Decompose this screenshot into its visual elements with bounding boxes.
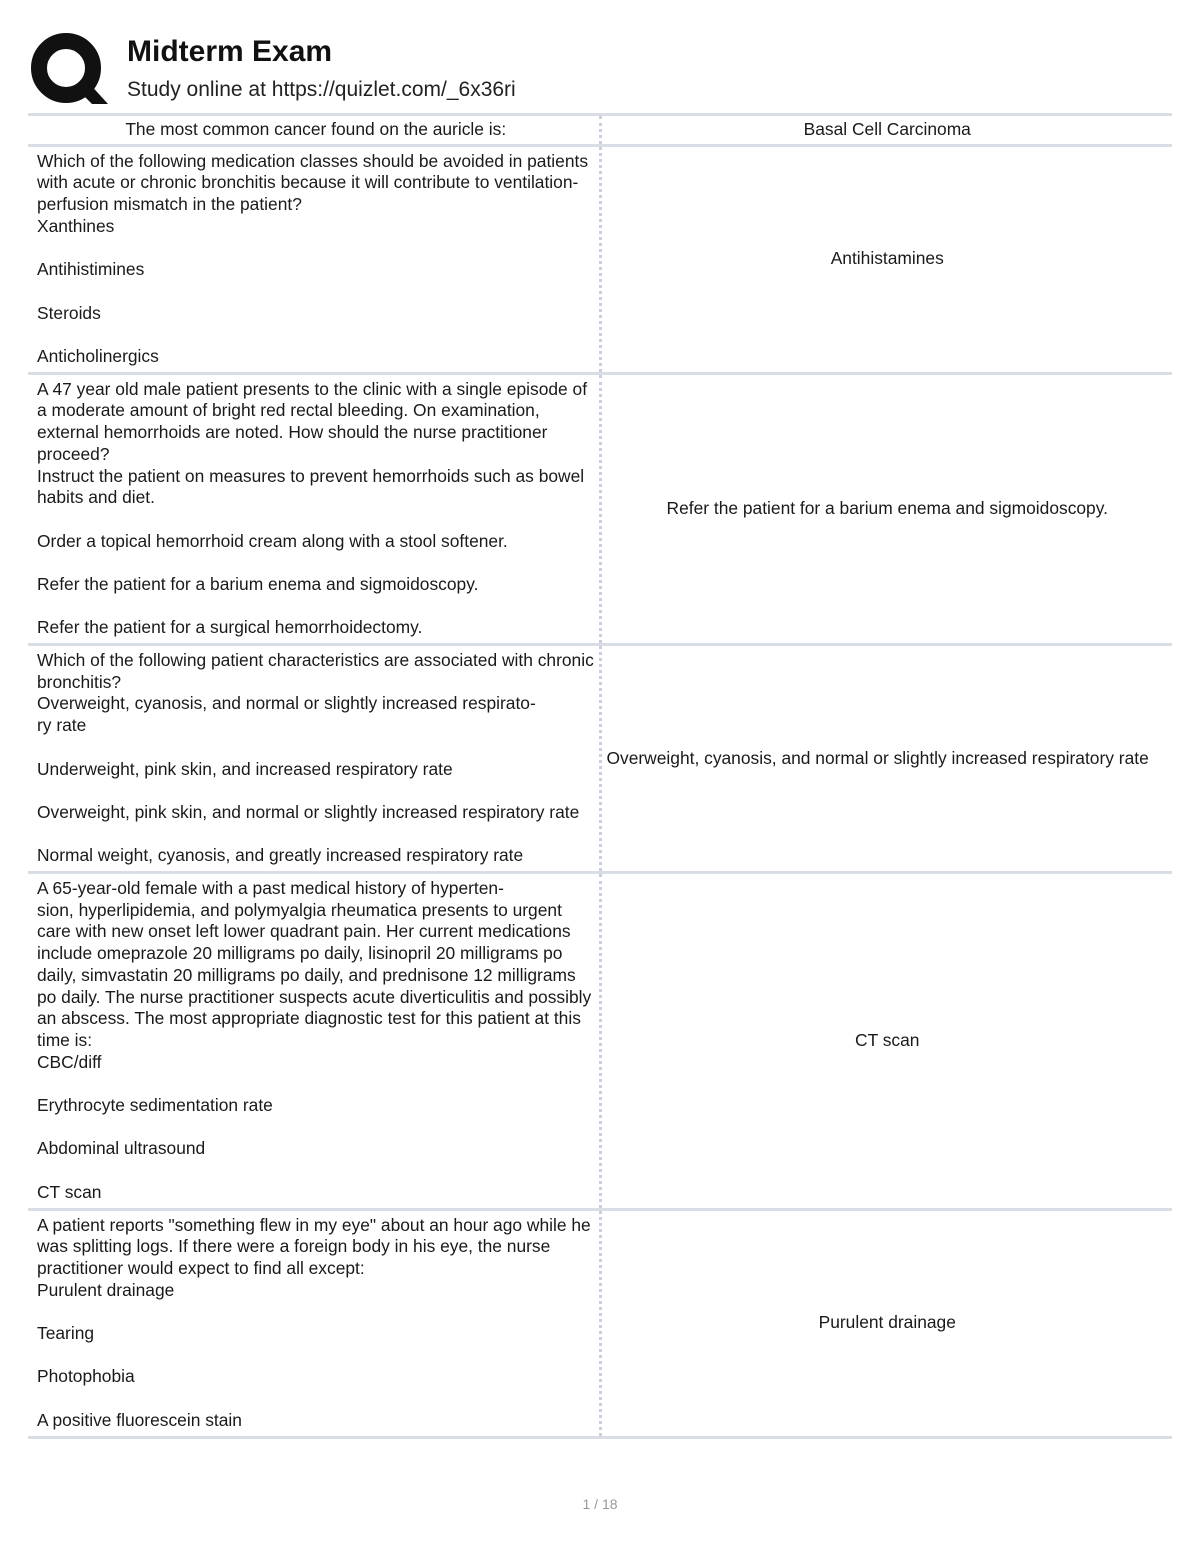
option-item: CT scan [37,1181,102,1202]
answer-text: CT scan [855,1029,920,1050]
option-list [37,1052,595,1204]
table-row [28,645,1172,873]
question-text: A patient reports "something flew in my eye" about an hour ago while he was splitting logs. If there were a foreign body in his eye, the nurse practitioner would expect to find all except: [37,1214,591,1278]
option-item: Normal weight, cyanosis, and greatly increased respiratory rate [37,845,524,866]
option-item: Instruct the patient on measures to prevent hemorrhoids such as bowel habits and diet. [37,465,585,508]
answer-cell [600,645,1172,873]
option-item: Photophobia [37,1366,135,1387]
table-row [28,145,1172,373]
answer-cell [600,1209,1172,1437]
option-item: Overweight, cyanosis, and normal or slightly increased respirato- ry rate [37,693,536,736]
question-cell [28,1209,600,1437]
question-cell [28,115,600,146]
question-text: Which of the following medication classes should be avoided in patients with acute or chronic bronchitis because it will contribute to ventilation-perfusion mismatch in the patient? [37,150,589,215]
option-item: CBC/diff [37,1051,102,1072]
option-item: Erythrocyte sedimentation rate [37,1095,273,1116]
option-item: Antihistimines [37,259,145,280]
answer-cell [600,873,1172,1210]
question-cell [28,873,600,1210]
option-item: Overweight, pink skin, and normal or slightly increased respiratory rate [37,801,580,822]
question-cell [28,373,600,644]
table-row [28,373,1172,644]
question-text: The most common cancer found on the auricle is: [125,119,507,139]
option-list [37,1280,595,1432]
answer-cell [600,145,1172,373]
option-list [37,466,595,640]
answer-cell [600,115,1172,146]
option-item: Refer the patient for a surgical hemorrhoidectomy. [37,617,423,638]
answer-cell [600,373,1172,644]
flashcard-table [28,113,1172,1439]
table-row [28,1209,1172,1437]
answer-text: Basal Cell Carcinoma [803,119,971,139]
question-cell [28,645,600,873]
option-item: Tearing [37,1323,95,1344]
study-online-link[interactable]: Study online at https://quizlet.com/_6x36ri [127,78,516,101]
question-text: Which of the following patient characteristics are associated with chronic bronchitis? [37,650,594,692]
page-title: Midterm Exam [127,35,333,68]
quizlet-logo-icon [30,30,110,110]
option-list [37,693,595,867]
question-cell [28,145,600,373]
option-list [37,216,595,368]
page-number: 1 / 18 [582,1496,618,1512]
option-item: A positive fluorescein stain [37,1409,242,1430]
option-item: Anticholinergics [37,345,159,366]
answer-text: Purulent drainage [818,1312,956,1333]
option-item: Order a topical hemorrhoid cream along with a stool softener. [37,530,508,551]
question-text: A 65-year-old female with a past medical history of hyperten- sion, hyperlipidemia, and polymyalgia rheumatica presents to urgent care with new onset left lower quadrant pain. Her current medications include omeprazole 20 milligrams po daily, lisinopril 20 milligrams po daily, simvastatin 20 milligrams po daily, and prednisone 12 milligrams po daily. The nurse practitioner suspects acute diverticulitis and possibly an abscess. The most appropriate diagnostic test for this patient at this time is: [37,878,592,1050]
option-item: Xanthines [37,215,115,236]
option-item: Purulent drainage [37,1279,175,1300]
table-row [28,873,1172,1210]
question-text: A 47 year old male patient presents to the clinic with a single episode of a moderate amount of bright red rectal bleeding. On examination, external hemorrhoids are noted. How should the nurse practitioner proceed? [37,378,588,464]
option-item: Steroids [37,302,101,323]
option-item: Abdominal ultrasound [37,1138,206,1159]
answer-text: Refer the patient for a barium enema and sigmoidoscopy. [666,498,1108,519]
answer-text: Overweight, cyanosis, and normal or slightly increased respiratory rate [606,747,1149,768]
option-item: Refer the patient for a barium enema and sigmoidoscopy. [37,573,479,594]
option-item: Underweight, pink skin, and increased respiratory rate [37,758,453,779]
page-header [30,30,1170,110]
table-row [28,115,1172,146]
answer-text: Antihistamines [830,248,944,269]
